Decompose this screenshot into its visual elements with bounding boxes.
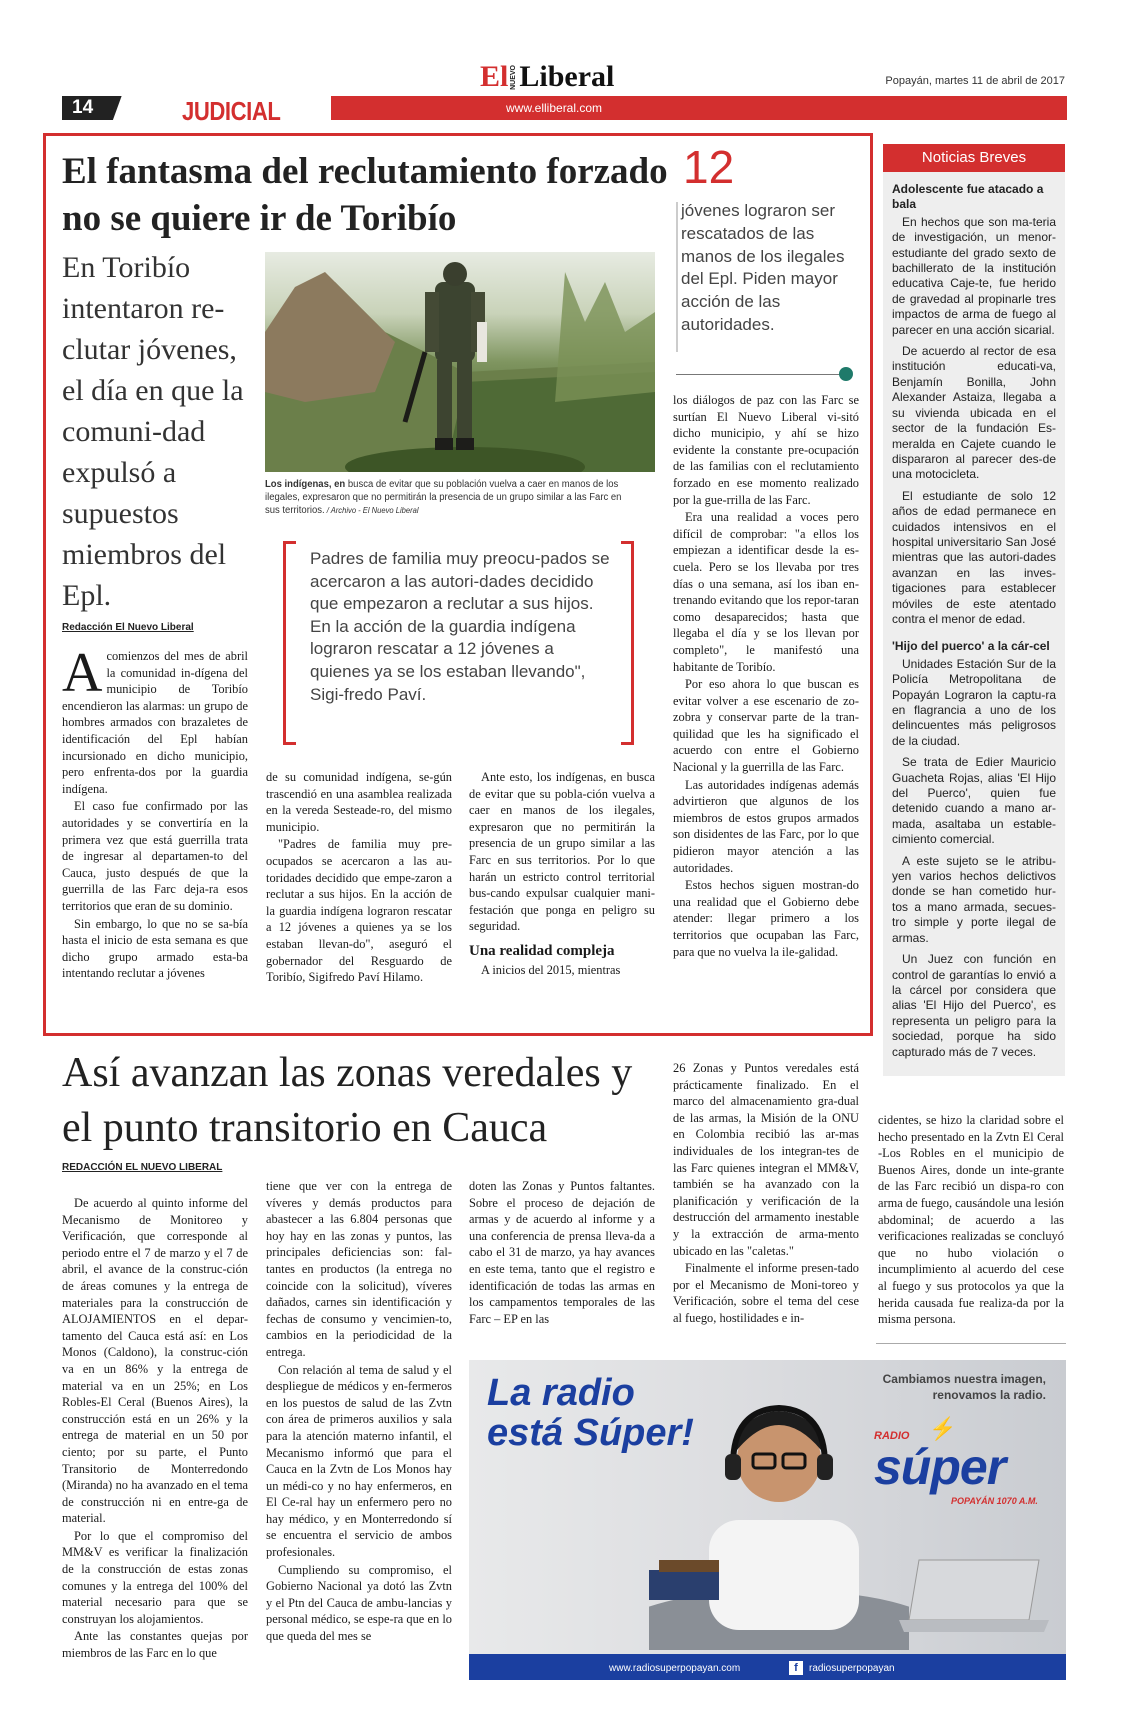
masthead xyxy=(0,0,1125,126)
logo-nuevo: NUEVO xyxy=(510,65,518,90)
ad-footer-social[interactable]: radiosuperpopayan xyxy=(809,1663,895,1674)
main-deck: En Toribío intentaron re-clutar jóvenes, el día en que la comuni-dad expulsó a supuestos miembros del Epl. xyxy=(62,251,244,612)
brief-2-p2: Se trata de Edier Mauricio Guacheta Rojas, alias 'El Hijo del Puerco', quien fue detenido cuando a mano ar-mada, asaltaba un estable-cimiento comercial. xyxy=(892,755,1056,847)
logo-liberal: Liberal xyxy=(519,60,615,93)
issue-date: Popayán, martes 11 de abril de 2017 xyxy=(885,75,1065,87)
brief-1-title: Adolescente fue atacado a bala xyxy=(892,182,1044,212)
main-headline: El fantasma del reclutamiento forzado no se quiere ir de Toribío xyxy=(62,151,668,239)
ad-tagline-2: renovamos la radio. xyxy=(932,1388,1046,1402)
brief-1-p1: En hechos que son ma-teria de investigación, un menor-estudiante del grado sexto de bachillerato de la institución educativa Caje-te, fue herido de gravedad al propinarle tres impactos de arma de fuego al parecer en una acción sicarial. xyxy=(892,214,1056,337)
ad-headline-2: está Súper! xyxy=(487,1412,694,1454)
pull-quote: Padres de familia muy preocu-pados se acercaron a las autori-dades decidido que empezaron a reclutar a sus hijos. En la acción de la guardia indígena lograron rescatar a 12 jóvenes a quienes ya se los estaban llevando", Sigi-fredo Paví. xyxy=(310,549,610,704)
soldier-photo xyxy=(265,252,655,472)
briefs-content xyxy=(892,176,1056,1066)
announcer-illustration xyxy=(649,1370,909,1650)
stat-underline xyxy=(676,374,846,375)
page-number: 14 xyxy=(72,97,94,118)
laptop-icon xyxy=(899,1550,1049,1640)
brief-2-title: 'Hijo del puerco' a la cár-cel xyxy=(892,639,1050,654)
brief-1-p3: El estudiante de solo 12 años de edad permanece en cuidados intensivos en el hospital universitario San José mientras que las autori-dades avanzan en las inves-tigaciones para establecer móviles de este atentado contra el menor de edad. xyxy=(892,488,1056,626)
ad-footer-bar xyxy=(469,1654,1066,1680)
second-col-5 xyxy=(878,1112,1064,1329)
second-col-4 xyxy=(673,1060,859,1328)
second-byline: REDACCIÓN EL NUEVO LIBERAL xyxy=(62,1162,223,1173)
brief-2-p3: A este sujeto se le atribu-yen varios hechos delictivos donde se han cometido hur-tos a mano armada, secues-tro simple y porte ilegal de armas. xyxy=(892,853,1056,945)
second-col-1 xyxy=(62,1195,248,1663)
photo-caption xyxy=(265,478,636,517)
ad-headline-1: La radio xyxy=(487,1372,635,1414)
second-col4-p2: Finalmente el informe presen-tado por el Mecanismo de Moni-toreo y Verificación, sobre el tema del cese al fuego, hostilidades e in- xyxy=(673,1261,859,1325)
logo xyxy=(480,58,614,92)
pull-quote-bracket-right xyxy=(621,541,634,745)
facebook-icon: f xyxy=(789,1661,803,1675)
main-col2-p1: de su comunidad indígena, se-gún trascendió en una asamblea realizada en la vereda Sesteade-ro, del mismo municipio. xyxy=(266,770,452,834)
main-col2-p2: "Padres de familia muy pre-ocupados se acercaron a las au-toridades decidido que empe-zaron a reclutar a sus hijos. En la acción de la guardia indígena lograron rescatar a 12 jóvenes a quienes ya se los estaban llevan-do", aseguró el gobernador del Resguardo de Toribío, Sigifredo Paví Hilamo. xyxy=(266,837,452,985)
second-col2-p3: Cumpliendo su compromiso, el Gobierno Nacional ya dotó las Zvtn y el Ptn del Cauca de ambu-lancias y personal médico, se espe-ra que en lo que queda del mes se xyxy=(266,1562,452,1644)
stat-rule xyxy=(676,202,678,352)
main-col4-p2: Era una realidad a voces pero difícil de comprobar: "a ellos los empiezan a identificar desde la es-cuela. Pero se los llevaba por tres días o una semana, así los iban en-trenando evitando que los repor-taran como desaparecidos; hasta que llegaba el día y se los llevan por completo", le manifestó una habitante de Toribío. xyxy=(673,510,859,674)
second-col-2 xyxy=(266,1178,452,1646)
brief-2-p1: Unidades Estación Sur de la Policía Metropolitana de Popayán Lograron la captu-ra en flagrancia a uno de los delincuentes más peligrosos de la ciudad. xyxy=(892,656,1056,748)
logo-el: El xyxy=(480,60,509,93)
section-title: JUDICIAL xyxy=(182,96,281,126)
briefs-header: Noticias Breves xyxy=(883,144,1065,172)
second-col2-p1: tiene que ver con la entrega de víveres y demás productos para abastecer a las 6.804 personas que hoy hay en las zonas y puntos, las principales deficiencias son: fal-tantes en productos (la entrega no coincide con la solicitud), víveres dañados, carnes sin identificación y fechas de consumo y vencimien-to, cambios en la periodicidad de la entrega. xyxy=(266,1179,452,1359)
second-col5-p1: cidentes, se hizo la claridad sobre el hecho presentado en la Zvtn El Ceral -Los Robles en el municipio de Buenos Aires, donde un inte-grante de las Farc recibió un dispa-ro con arma de fuego, causándole una lesión abdominal; de acuerdo a las verificaciones realizadas se concluyó que no hubo violación o incumplimiento al acuerdo del cese al fuego y sus protocolos ya que la herida causada fue realiza-da por la misma persona. xyxy=(878,1113,1064,1327)
main-col1-p1: comienzos del mes de abril la comunidad in-dígena del municipio de Toribío encendieron las alarmas: un grupo de hombres armados con brazaletes de identificación del Epl habían incursionado en dicho municipio, pero enfrenta-dos por la guardia indígena. xyxy=(62,649,248,796)
main-col1-p2: El caso fue confirmado por las autoridades y se convertiría en la primera vez que está guerrilla trata de ingresar al departamen-to del Cauca, justo después de que la guerrilla de las Farc deja-ra esos territorios que eran de su dominio. xyxy=(62,799,248,913)
main-col-2 xyxy=(266,769,452,987)
photo-credit: / Archivo - El Nuevo Liberal xyxy=(324,506,419,515)
second-col1-p3: Ante las constantes quejas por miembros de las Farc en lo que xyxy=(62,1629,248,1661)
lightning-icon: ⚡ xyxy=(929,1416,957,1441)
brief-2-p4: Un Juez con función en control de garantías lo envió a la cárcel por considera que alias 'El Hijo del Puerco', es representa un peligro para la sociedad, porque ha sido capturado más de 7 veces. xyxy=(892,952,1056,1059)
main-col4-p4: Las autoridades indígenas además advirtieron que algunos de los miembros de estos grupos armados son disidentes de las Farc, por lo que pidieron mayor atención a las autoridades. xyxy=(673,777,859,875)
main-col3-p1: Ante esto, los indígenas, en busca de evitar que su pobla-ción vuelva a caer en manos de los ilegales, expresaron que no permitirán la presencia de un grupo similar a las Farc en sus territorios. Por lo que harán un estricto control territorial bus-cando expulsar cualquier mani-festación que ponga en peligro su seguridad. xyxy=(469,770,655,934)
ad-brand-small: RADIO xyxy=(874,1430,910,1442)
photo-caption-text: busca de evitar que su población vuelva a caer en manos de los ilegales, expresaron que no permitirán la presencia de un grupo similar a las Farc en sus territorios. xyxy=(265,479,622,516)
main-col1-p3: Sin embargo, lo que no se sa-bía hasta el inicio de esta semana es que dicho grupo armado esta-ba intentando reclutar a jóvenes xyxy=(62,916,248,981)
main-subhead: Una realidad compleja xyxy=(469,942,615,959)
main-col-1 xyxy=(62,642,248,983)
ad-brand-sub: POPAYÁN 1070 A.M. xyxy=(951,1496,1038,1506)
main-col4-p3: Por eso ahora lo que buscan es evitar volver a ese escenario de zo-zobra y conservar parte de la tran-quilidad que les ha significado el acuerdo con entre el Gobierno Nacional y la guerrilla de las Farc. xyxy=(673,677,859,775)
ad-brand: súper xyxy=(874,1439,1006,1495)
stat-number: 12 xyxy=(683,141,735,193)
second-col3-p1: doten las Zonas y Puntos faltantes. Sobre el proceso de dejación de armas y de acuerdo al informe y a una conferencia de prensa lleva-da a cabo el 31 de marzo, ya hay avances en este tema, tanto que el registro e identificación de todas las armas en los campamentos temporales de las Farc – EP en las xyxy=(469,1179,655,1326)
photo-caption-lead: Los indígenas, en xyxy=(265,479,346,490)
divider-rule xyxy=(876,1343,1066,1344)
ad-footer-web[interactable]: www.radiosuperpopayan.com xyxy=(609,1663,741,1674)
ad-tagline-1: Cambiamos nuestra imagen, xyxy=(882,1372,1046,1386)
main-col4-p5: Estos hechos siguen mostran-do una realidad que el Gobierno debe atender: llegar primero a los territorios que ocupaban las Farc, para que no vuelva la ile-galidad. xyxy=(673,878,859,959)
second-col1-p1: De acuerdo al quinto informe del Mecanismo de Monitoreo y Verificación, que corresponde al periodo entre el 7 de marzo y el 7 de abril, el avance de la construc-ción de áreas comunes y la entrega de materiales para la construcción de ALOJAMIENTOS en el depar-tamento del Cauca está así: en Los Monos (Caldono), la construc-ción va en un 86% y la entrega de material va en un 25%; en Los Robles-El Ceral (Buenos Aires), la construcción está en un 26% y la entrega de material en un 50 por ciento; por su parte, el Punto Transitorio de Monterredondo (Miranda) no ha avanzado en el tema de construcción ni en entre-ga de material. xyxy=(62,1196,248,1526)
second-headline: Así avanzan las zonas veredales y el punto transitorio en Cauca xyxy=(62,1050,633,1151)
website[interactable]: www.elliberal.com xyxy=(506,101,603,115)
main-col-4 xyxy=(673,392,859,961)
photo-illustration xyxy=(265,252,655,472)
main-col-3 xyxy=(469,769,655,979)
second-col-3 xyxy=(469,1178,655,1328)
second-col2-p2: Con relación al tema de salud y el despliegue de médicos y en-fermeros en los puestos de salud de las Zvtn con área de primeros auxilios y sala para la atención materno infantil, el Mecanismo informó que para el Cauca en la Zvtn de Los Monos hay un médi-co y no hay enfermeros, en El Ce-ral hay un enfermero pero no hay médico, y en Monterredondo sí se encuentra el servicio de ambos profesionales. xyxy=(266,1362,452,1560)
main-col4-p1: los diálogos de paz con las Farc se surtían El Nuevo Liberal vi-sitó dicho municipio, y ahí se hizo evidente la constante pre-ocupación de las familias con el reclutamiento forzado en ese momento realizado por la gue-rrilla de las Farc. xyxy=(673,393,859,507)
main-byline: Redacción El Nuevo Liberal xyxy=(62,622,194,633)
second-col4-p1: 26 Zonas y Puntos veredales está prácticamente finalizado. En el marco del almacenamiento gra-dual de las armas, la Misión de la ONU en Colombia recibió las ar-mas individuales de los integran-tes de las Farc quienes integran el MM&V, también se ha avanzado con la planificación y verificación de la destrucción del armamento inestable y la extracción de arma-mento ubicado en las "caletas." xyxy=(673,1061,859,1258)
second-col1-p2: Por lo que el compromiso del MM&V es verificar la finalización de la construcción de estas zonas comunes y la entrega del 100% del material necesario para que se construyan los alojamientos. xyxy=(62,1528,248,1626)
pull-quote-bracket-left xyxy=(283,541,296,745)
drop-cap: A xyxy=(62,642,103,704)
stat-text: jóvenes lograron ser rescatados de las manos de los ilegales del Epl. Piden mayor acción de las autoridades. xyxy=(681,201,845,334)
brief-1-p2: De acuerdo al rector de esa institución educati-va, Benjamín Bonilla, John Alexander Astaiza, llegaba a su vivienda ubicada en el sector de la fundación Es-meralda en Cajete cuando le dispararon al parecer des-de una motocicleta. xyxy=(892,344,1056,482)
main-col3-p2: A inicios del 2015, mientras xyxy=(481,962,621,977)
stat-dot xyxy=(839,367,853,381)
radio-ad[interactable] xyxy=(469,1360,1066,1680)
